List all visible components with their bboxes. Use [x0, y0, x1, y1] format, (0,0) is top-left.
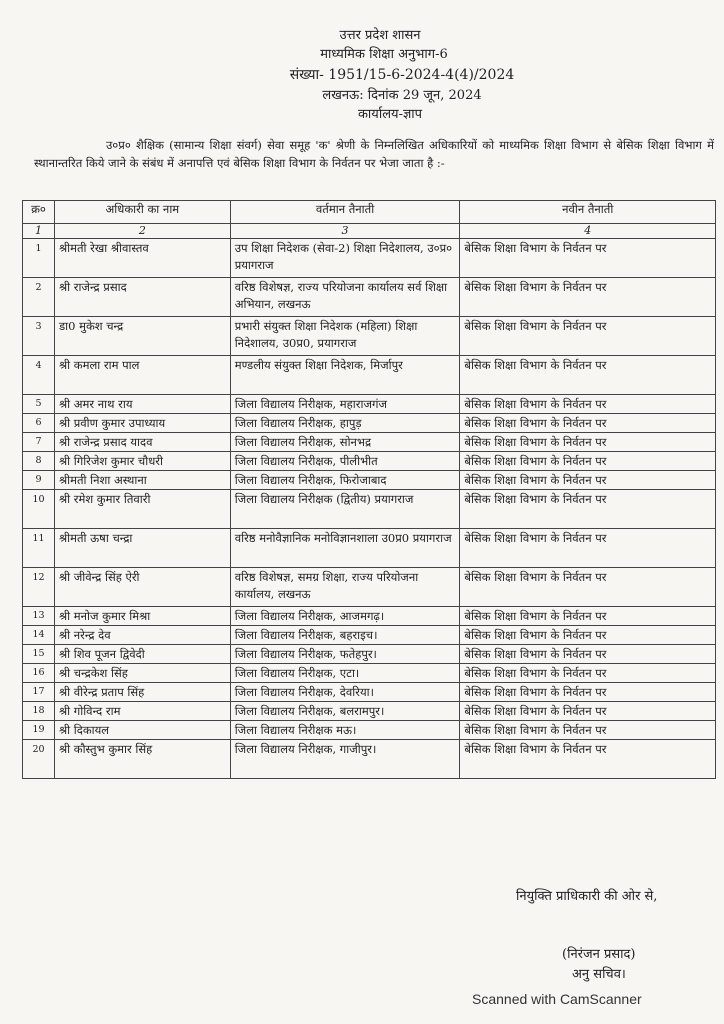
new-posting-cell: बेसिक शिक्षा विभाग के निर्वतन पर [460, 664, 716, 683]
new-posting-cell: बेसिक शिक्षा विभाग के निर्वतन पर [460, 278, 716, 317]
new-posting-cell: बेसिक शिक्षा विभाग के निर्वतन पर [460, 721, 716, 740]
serial-number-cell: 13 [23, 607, 55, 626]
date-line: लखनऊ: दिनांक 29 जून, 2024 [322, 88, 482, 103]
serial-number-cell: 14 [23, 626, 55, 645]
new-posting-cell: बेसिक शिक्षा विभाग के निर्वतन पर [460, 317, 716, 356]
serial-number-cell: 18 [23, 702, 55, 721]
table-row [23, 317, 716, 356]
index-cell: 4 [460, 224, 716, 239]
serial-number-cell: 11 [23, 529, 55, 568]
new-posting-cell: बेसिक शिक्षा विभाग के निर्वतन पर [460, 683, 716, 702]
new-posting-cell: बेसिक शिक्षा विभाग के निर्वतन पर [460, 471, 716, 490]
table-row [23, 490, 716, 529]
index-cell: 3 [230, 224, 460, 239]
new-posting-cell: बेसिक शिक्षा विभाग के निर्वतन पर [460, 529, 716, 568]
serial-number-cell: 19 [23, 721, 55, 740]
serial-number-cell: 6 [23, 414, 55, 433]
table-header-row [23, 201, 716, 224]
serial-number-cell: 15 [23, 645, 55, 664]
current-posting-cell: उप शिक्षा निदेशक (सेवा-2) शिक्षा निदेशालय, उ०प्र० प्रयागराज [230, 239, 460, 278]
current-posting-cell: जिला विद्यालय निरीक्षक, एटा। [230, 664, 460, 683]
new-posting-cell: बेसिक शिक्षा विभाग के निर्वतन पर [460, 356, 716, 395]
new-posting-cell: बेसिक शिक्षा विभाग के निर्वतन पर [460, 740, 716, 779]
department-header: माध्यमिक शिक्षा अनुभाग-6 [320, 47, 448, 62]
serial-number-cell: 4 [23, 356, 55, 395]
current-posting-cell: जिला विद्यालय निरीक्षक (द्वितीय) प्रयागराज [230, 490, 460, 529]
current-posting-cell: जिला विद्यालय निरीक्षक, फतेहपुर। [230, 645, 460, 664]
new-posting-cell: बेसिक शिक्षा विभाग के निर्वतन पर [460, 645, 716, 664]
officer-name-cell: श्री रमेश कुमार तिवारी [54, 490, 230, 529]
current-posting-cell: मण्डलीय संयुक्त शिक्षा निदेशक, मिर्जापुर [230, 356, 460, 395]
col-header-new-posting: नवीन तैनाती [460, 201, 716, 224]
serial-number-cell: 3 [23, 317, 55, 356]
new-posting-cell: बेसिक शिक्षा विभाग के निर्वतन पर [460, 395, 716, 414]
officer-name-cell: श्री गोविन्द राम [54, 702, 230, 721]
reference-number: संख्या- 1951/15-6-2024-4(4)/2024 [289, 67, 515, 83]
new-posting-cell: बेसिक शिक्षा विभाग के निर्वतन पर [460, 414, 716, 433]
officer-name-cell: श्री दिकायल [54, 721, 230, 740]
table-row [23, 433, 716, 452]
column-index-row [23, 224, 716, 239]
officer-name-cell: श्री अमर नाथ राय [54, 395, 230, 414]
table-row [23, 471, 716, 490]
officer-name-cell: श्री नरेन्द्र देव [54, 626, 230, 645]
new-posting-cell: बेसिक शिक्षा विभाग के निर्वतन पर [460, 239, 716, 278]
current-posting-cell: वरिष्ठ विशेषज्ञ, राज्य परियोजना कार्यालय सर्व शिक्षा अभियान, लखनऊ [230, 278, 460, 317]
officer-name-cell: श्री राजेन्द्र प्रसाद [54, 278, 230, 317]
serial-number-cell: 9 [23, 471, 55, 490]
intro-paragraph: उ०प्र० शैक्षिक (सामान्य शिक्षा संवर्ग) सेवा समूह 'क' श्रेणी के निम्नलिखित अधिकारियों को माध्यमिक शिक्षा विभाग से बेसिक शिक्षा विभाग में स्थानान्तरित किये जाने के संबंध में अनापत्ति एवं बेसिक शिक्षा विभाग के निर्वतन पर भेजा जाता है :- [34, 137, 714, 170]
serial-number-cell: 16 [23, 664, 55, 683]
index-cell: 2 [54, 224, 230, 239]
new-posting-cell: बेसिक शिक्षा विभाग के निर्वतन पर [460, 490, 716, 529]
table-row [23, 607, 716, 626]
office-memo-title: कार्यालय-ज्ञाप [357, 107, 423, 122]
current-posting-cell: जिला विद्यालय निरीक्षक, आजमगढ़। [230, 607, 460, 626]
transfer-table [22, 200, 716, 779]
officer-name-cell: श्री कमला राम पाल [54, 356, 230, 395]
officer-name-cell: श्री राजेन्द्र प्रसाद यादव [54, 433, 230, 452]
serial-number-cell: 5 [23, 395, 55, 414]
signatory-name: (निरंजन प्रसाद) [562, 947, 636, 962]
govt-header: उत्तर प्रदेश शासन [339, 28, 421, 43]
current-posting-cell: प्रभारी संयुक्त शिक्षा निदेशक (महिला) शिक्षा निदेशालय, उ0प्र0, प्रयागराज [230, 317, 460, 356]
current-posting-cell: जिला विद्यालय निरीक्षक, महाराजगंज [230, 395, 460, 414]
index-cell: 1 [23, 224, 55, 239]
scanner-watermark: Scanned with CamScanner [472, 991, 642, 1007]
new-posting-cell: बेसिक शिक्षा विभाग के निर्वतन पर [460, 626, 716, 645]
officer-name-cell: श्रीमती ऊषा चन्द्रा [54, 529, 230, 568]
serial-number-cell: 12 [23, 568, 55, 607]
table-row [23, 452, 716, 471]
officer-name-cell: श्री गिरिजेश कुमार चौधरी [54, 452, 230, 471]
current-posting-cell: जिला विद्यालय निरीक्षक, पीलीभीत [230, 452, 460, 471]
new-posting-cell: बेसिक शिक्षा विभाग के निर्वतन पर [460, 452, 716, 471]
new-posting-cell: बेसिक शिक्षा विभाग के निर्वतन पर [460, 433, 716, 452]
officer-name-cell: श्री प्रवीण कुमार उपाध्याय [54, 414, 230, 433]
current-posting-cell: वरिष्ठ विशेषज्ञ, समग्र शिक्षा, राज्य परियोजना कार्यालय, लखनऊ [230, 568, 460, 607]
table-row [23, 529, 716, 568]
serial-number-cell: 7 [23, 433, 55, 452]
new-posting-cell: बेसिक शिक्षा विभाग के निर्वतन पर [460, 568, 716, 607]
current-posting-cell: जिला विद्यालय निरीक्षक, सोनभद्र [230, 433, 460, 452]
current-posting-cell: वरिष्ठ मनोवैज्ञानिक मनोविज्ञानशाला उ0प्र0 प्रयागराज [230, 529, 460, 568]
signature-authority-line: नियुक्ति प्राधिकारी की ओर से, [516, 889, 658, 904]
serial-number-cell: 8 [23, 452, 55, 471]
officer-name-cell: श्री जीवेन्द्र सिंह ऐरी [54, 568, 230, 607]
table-row [23, 645, 716, 664]
signatory-designation: अनु सचिव। [572, 967, 626, 982]
officer-name-cell: श्री चन्द्रकेश सिंह [54, 664, 230, 683]
serial-number-cell: 1 [23, 239, 55, 278]
current-posting-cell: जिला विद्यालय निरीक्षक, बहराइच। [230, 626, 460, 645]
table-row [23, 626, 716, 645]
current-posting-cell: जिला विद्यालय निरीक्षक मऊ। [230, 721, 460, 740]
serial-number-cell: 20 [23, 740, 55, 779]
col-header-sn: क्र० [23, 201, 55, 224]
new-posting-cell: बेसिक शिक्षा विभाग के निर्वतन पर [460, 702, 716, 721]
current-posting-cell: जिला विद्यालय निरीक्षक, गाजीपुर। [230, 740, 460, 779]
officer-name-cell: श्री वीरेन्द्र प्रताप सिंह [54, 683, 230, 702]
col-header-name: अधिकारी का नाम [54, 201, 230, 224]
table-row [23, 568, 716, 607]
serial-number-cell: 2 [23, 278, 55, 317]
table-row [23, 278, 716, 317]
officer-name-cell: श्रीमती निशा अस्थाना [54, 471, 230, 490]
officer-name-cell: श्री शिव पूजन द्विवेदी [54, 645, 230, 664]
current-posting-cell: जिला विद्यालय निरीक्षक, हापुड़ [230, 414, 460, 433]
table-row [23, 664, 716, 683]
new-posting-cell: बेसिक शिक्षा विभाग के निर्वतन पर [460, 607, 716, 626]
table-row [23, 702, 716, 721]
serial-number-cell: 17 [23, 683, 55, 702]
officer-name-cell: श्रीमती रेखा श्रीवास्तव [54, 239, 230, 278]
table-row [23, 239, 716, 278]
table-row [23, 414, 716, 433]
table-row [23, 721, 716, 740]
table-row [23, 740, 716, 779]
current-posting-cell: जिला विद्यालय निरीक्षक, देवरिया। [230, 683, 460, 702]
current-posting-cell: जिला विद्यालय निरीक्षक, फिरोजाबाद [230, 471, 460, 490]
officer-name-cell: डा0 मुकेश चन्द्र [54, 317, 230, 356]
table-row [23, 356, 716, 395]
officer-name-cell: श्री मनोज कुमार मिश्रा [54, 607, 230, 626]
table-row [23, 395, 716, 414]
table-row [23, 683, 716, 702]
current-posting-cell: जिला विद्यालय निरीक्षक, बलरामपुर। [230, 702, 460, 721]
serial-number-cell: 10 [23, 490, 55, 529]
officer-name-cell: श्री कौस्तुभ कुमार सिंह [54, 740, 230, 779]
col-header-current-posting: वर्तमान तैनाती [230, 201, 460, 224]
